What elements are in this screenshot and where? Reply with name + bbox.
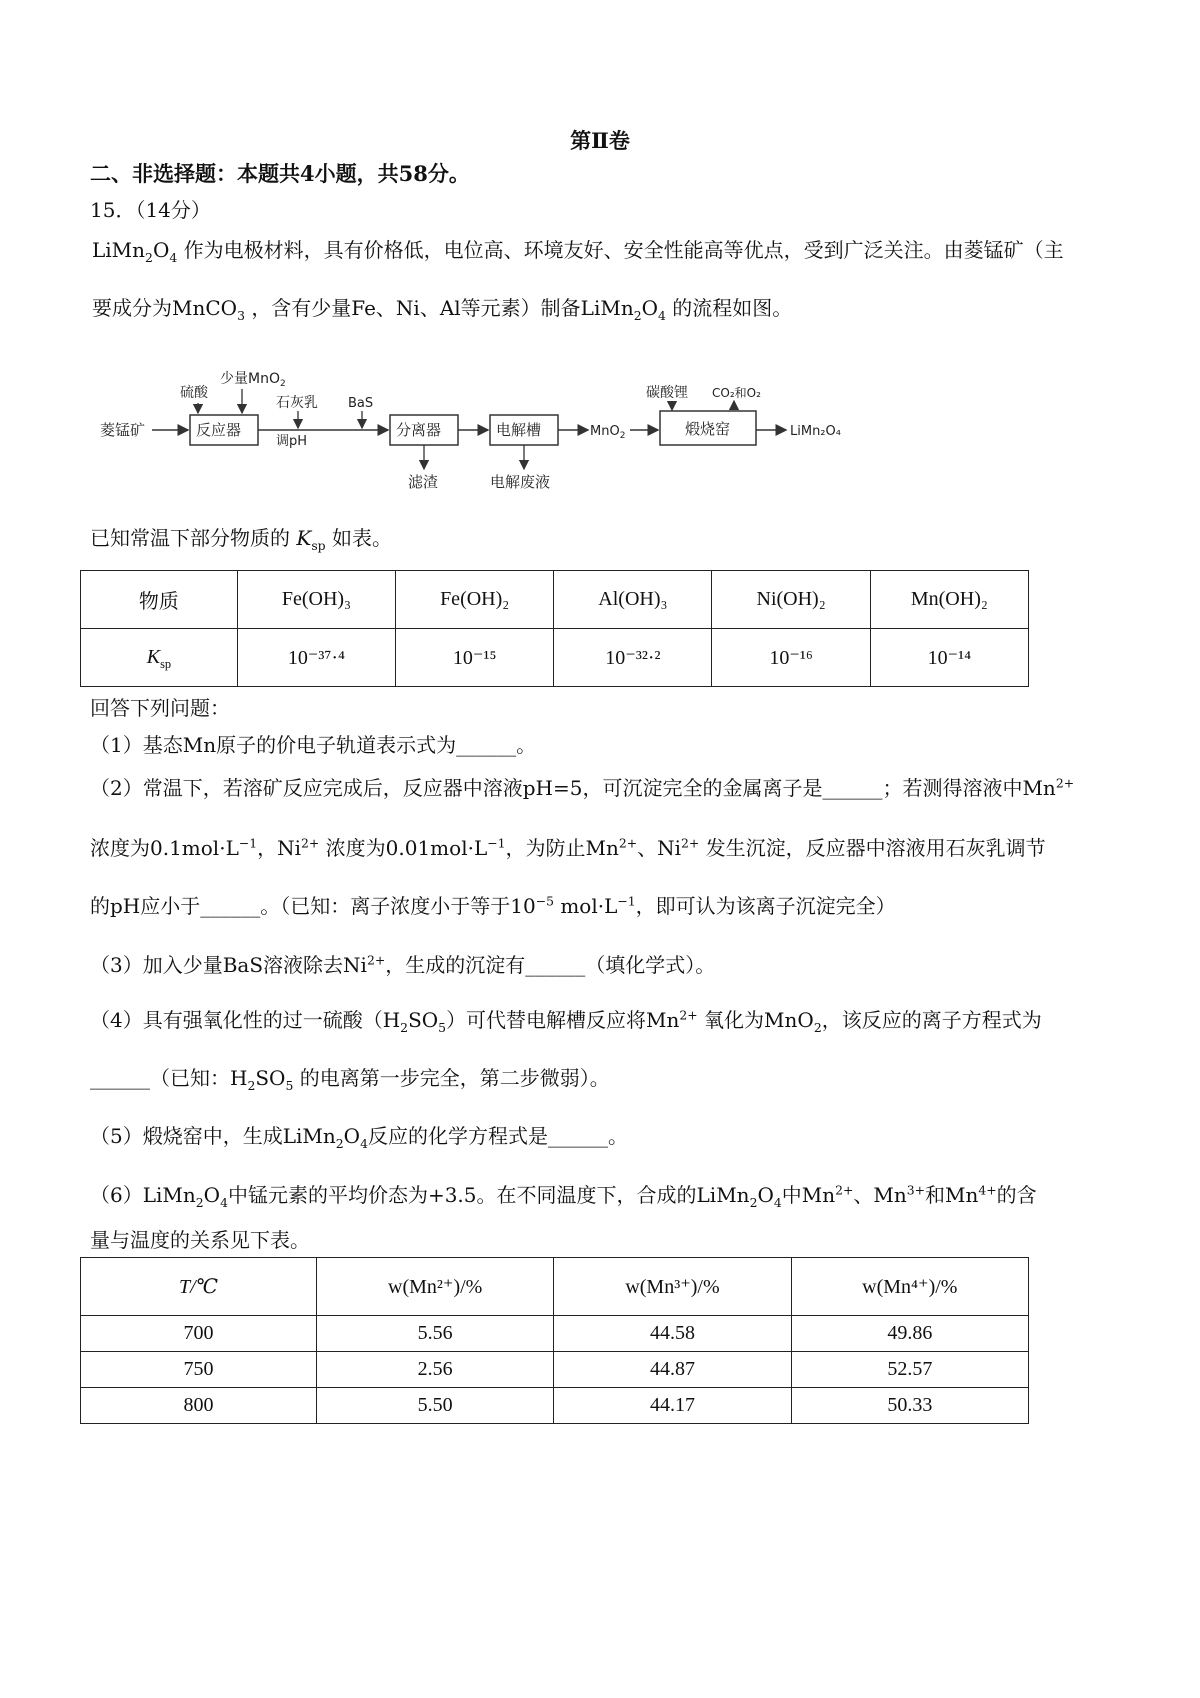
- q2-text-c3: ，即可认为该离子沉淀完全）: [635, 894, 896, 918]
- table-cell: 2.56: [317, 1352, 554, 1388]
- flow-waste-liquid: 电解废液: [490, 473, 551, 491]
- q3-text-a: （3）加入少量BaS溶液除去Ni: [90, 953, 367, 977]
- process-flow-diagram: [100, 371, 880, 505]
- q4-text-c: ）可代替电解槽反应将Mn: [446, 1008, 680, 1032]
- q6-text-f: 、Mn: [853, 1183, 907, 1207]
- formula-limn: LiMn: [92, 238, 146, 262]
- table-cell: 49.86: [791, 1316, 1028, 1352]
- table-row: [81, 1388, 1029, 1424]
- q4-text-b: SO: [408, 1008, 439, 1032]
- q2-text-b3: 浓度为0.01mol·L: [325, 836, 488, 860]
- question-6-line-2: 量与温度的关系见下表。: [90, 1228, 310, 1252]
- q6-text-h: 的含: [996, 1183, 1037, 1207]
- ksp-col-1: Fe(OH)₃: [237, 571, 395, 629]
- q6-text-g: 和Mn: [925, 1183, 979, 1207]
- temp-header-mn4: w(Mn⁴⁺)/%: [791, 1258, 1028, 1316]
- q2-text-b6: 发生沉淀，反应器中溶液用石灰乳调节: [705, 836, 1046, 860]
- ksp-col-3: Al(OH)₃: [554, 571, 712, 629]
- intro-text-2a: 要成分为MnCO: [92, 296, 238, 320]
- q5-text-c: 反应的化学方程式是______。: [367, 1124, 628, 1148]
- table-cell: 800: [81, 1388, 317, 1424]
- table-cell: 44.17: [554, 1388, 791, 1424]
- q4-text-e: ，该反应的离子方程式为: [821, 1008, 1042, 1032]
- flow-input-lithium-carbonate: 碳酸锂: [646, 385, 688, 401]
- q6-text-a: （6）LiMn: [90, 1183, 196, 1207]
- q4-text-a: （4）具有强氧化性的过一硫酸（H: [90, 1008, 401, 1032]
- intro-text-2b: ，含有少量Fe、Ni、Al等元素）制备LiMn: [251, 296, 634, 320]
- temp-header-t: T/℃: [81, 1258, 317, 1316]
- flow-input-mno2: 少量MnO$_2$: [220, 371, 286, 389]
- q2-text-b2: ，Ni: [257, 836, 302, 860]
- ksp-value-2: 10⁻¹⁵: [396, 629, 554, 687]
- question-2-line-2: 浓度为$0.1mol\cdot L^{-1}$，$Ni^{2+}$ 浓度为$0.01mol\cdot L^{-1}$，为防止$Mn^{2+}$、$Ni^{2+}$ 发生沉淀，反应器中溶液用石灰乳调节: [90, 835, 1046, 860]
- temp-header-mn3: w(Mn³⁺)/%: [554, 1258, 791, 1316]
- ksp-symbol: K: [296, 526, 312, 550]
- q3-text-b: ，生成的沉淀有______（填化学式）。: [385, 953, 716, 977]
- ksp-value-4: 10⁻¹⁶: [712, 629, 870, 687]
- q5-text-a: （5）煅烧窑中，生成LiMn: [90, 1124, 336, 1148]
- q2-text-c2: mol·L: [560, 894, 618, 918]
- temp-header-row: [81, 1258, 1029, 1316]
- q6-text-d: O: [757, 1183, 774, 1207]
- ksp-col-2: Fe(OH)₂: [396, 571, 554, 629]
- page-heading: 第Ⅱ卷: [570, 128, 630, 153]
- flow-separator-label: 分离器: [396, 421, 442, 439]
- q6-text-e: 中Mn: [781, 1183, 836, 1207]
- q4-text-h: 的电离第一步完全，第二步微弱）。: [299, 1066, 610, 1090]
- q2-text-c1: 的pH应小于______。（已知：离子浓度小于等于10: [90, 894, 536, 918]
- temp-header-mn2: w(Mn²⁺)/%: [317, 1258, 554, 1316]
- ksp-value-row: [81, 629, 1029, 687]
- question-4-line-2: ______（已知：$H_2SO_5$ 的电离第一步完全，第二步微弱）。: [90, 1066, 610, 1093]
- table-row: [81, 1316, 1029, 1352]
- flow-final-product: LiMn₂O₄: [790, 424, 841, 439]
- intro-line-1: $LiMn_2O_4$ 作为电极材料，具有价格低，电位高、环境友好、安全性能高等优点，受到广泛关注。由菱锰矿（主: [92, 238, 1064, 265]
- ksp-intro-end: 如表。: [331, 526, 392, 550]
- ksp-intro-text: 已知常温下部分物质的: [90, 526, 290, 550]
- section-title: 二、非选择题：本题共4小题，共58分。: [90, 161, 470, 186]
- question-4-line-1: （4）具有强氧化性的过一硫酸$(H_2SO_5)$可代替电解槽反应将$Mn^{2+}$ 氧化为MnO$_2$，该反应的离子方程式为: [90, 1007, 1042, 1035]
- table-cell: 700: [81, 1316, 317, 1352]
- table-cell: 44.58: [554, 1316, 791, 1352]
- table-cell: 5.50: [317, 1388, 554, 1424]
- q2-text-b5: 、Ni: [637, 836, 682, 860]
- table-cell: 52.57: [791, 1352, 1028, 1388]
- question-2-line-1: （2）常温下，若溶矿反应完成后，反应器中溶液pH=5，可沉淀完全的金属离子是______；若测得溶液中$Mn^{2+}$: [90, 775, 1075, 800]
- flow-raw-material: 菱锰矿: [100, 421, 146, 439]
- q6-text-c: 中锰元素的平均价态为+3.5。在不同温度下，合成的LiMn: [227, 1183, 750, 1207]
- ksp-row-label: $K_{sp}$: [81, 629, 238, 687]
- answer-prompt: 回答下列问题：: [90, 696, 230, 720]
- ksp-table: [80, 570, 1029, 687]
- flow-mno2-product: MnO$_2$: [590, 424, 626, 441]
- ksp-intro: 已知常温下部分物质的 $K_{sp}$ 如表。: [90, 526, 392, 553]
- flow-reactor-label: 反应器: [196, 421, 242, 439]
- q5-text-b: O: [343, 1124, 361, 1148]
- table-cell: 50.33: [791, 1388, 1028, 1424]
- flow-electrolyzer-label: 电解槽: [496, 421, 542, 439]
- flow-residue: 滤渣: [408, 473, 439, 491]
- flow-input-lime: 石灰乳: [276, 395, 318, 411]
- question-3: （3）加入少量BaS溶液除去$Ni^{2+}$，生成的沉淀有______（填化学式）。: [90, 952, 716, 977]
- q6-text-b: O: [203, 1183, 221, 1207]
- ksp-col-5: Mn(OH)₂: [870, 571, 1028, 629]
- flow-kiln-label: 煅烧窑: [685, 420, 731, 438]
- temperature-table: [80, 1257, 1029, 1424]
- q4-text-d: 氧化为MnO: [704, 1008, 814, 1032]
- ksp-value-1: 10⁻³⁷·⁴: [237, 629, 395, 687]
- ksp-header-label: 物质: [81, 571, 238, 629]
- ksp-col-4: Ni(OH)₂: [712, 571, 870, 629]
- flow-input-acid: 硫酸: [180, 385, 208, 401]
- table-row: [81, 1352, 1029, 1388]
- intro-line-2: 要成分为MnCO$_3$ ，含有少量Fe、Ni、Al等元素）制备$LiMn_2O_4$ 的流程如图。: [92, 296, 793, 323]
- flow-adjust-ph: 调pH: [276, 434, 308, 449]
- table-cell: 44.87: [554, 1352, 791, 1388]
- ksp-header-row: [81, 571, 1029, 629]
- q4-text-f: ______（已知：H: [90, 1066, 248, 1090]
- flow-output-gases: CO₂和O₂: [712, 386, 761, 400]
- q2-text-a: （2）常温下，若溶矿反应完成后，反应器中溶液pH=5，可沉淀完全的金属离子是______；若测得溶液中Mn: [90, 776, 1056, 800]
- q4-text-g: SO: [255, 1066, 286, 1090]
- q2-text-b1: 浓度为0.1mol·L: [90, 836, 239, 860]
- ksp-value-5: 10⁻¹⁴: [870, 629, 1028, 687]
- question-2-line-3: 的pH应小于______。（已知：离子浓度小于等于$10^{-5}$ $mol\cdot L^{-1}$，即可认为该离子沉淀完全）: [90, 893, 896, 918]
- q2-text-b4: ，为防止Mn: [505, 836, 619, 860]
- ksp-value-3: 10⁻³²·²: [554, 629, 712, 687]
- question-1: （1）基态Mn原子的价电子轨道表示式为______。: [90, 733, 537, 757]
- question-6-line-1: $(6)LiMn_2O_4$中锰元素的平均价态为+3.5。在不同温度下，合成的$LiMn_2O_4$中$Mn^{2+}$、$Mn^{3+}$和$Mn^{4+}$的含: [90, 1182, 1037, 1210]
- intro-text-1: 作为电极材料，具有价格低，电位高、环境友好、安全性能高等优点，受到广泛关注。由菱锰矿（主: [183, 238, 1064, 262]
- flow-input-bas: BaS: [348, 396, 374, 411]
- table-cell: 5.56: [317, 1316, 554, 1352]
- intro-text-2c: 的流程如图。: [672, 296, 793, 320]
- question-5: （5）煅烧窑中，生成$LiMn_2O_4$反应的化学方程式是______。: [90, 1124, 628, 1151]
- question-number: 15．（14分）: [90, 198, 211, 222]
- table-cell: 750: [81, 1352, 317, 1388]
- ksp-row-symbol: K: [146, 646, 161, 668]
